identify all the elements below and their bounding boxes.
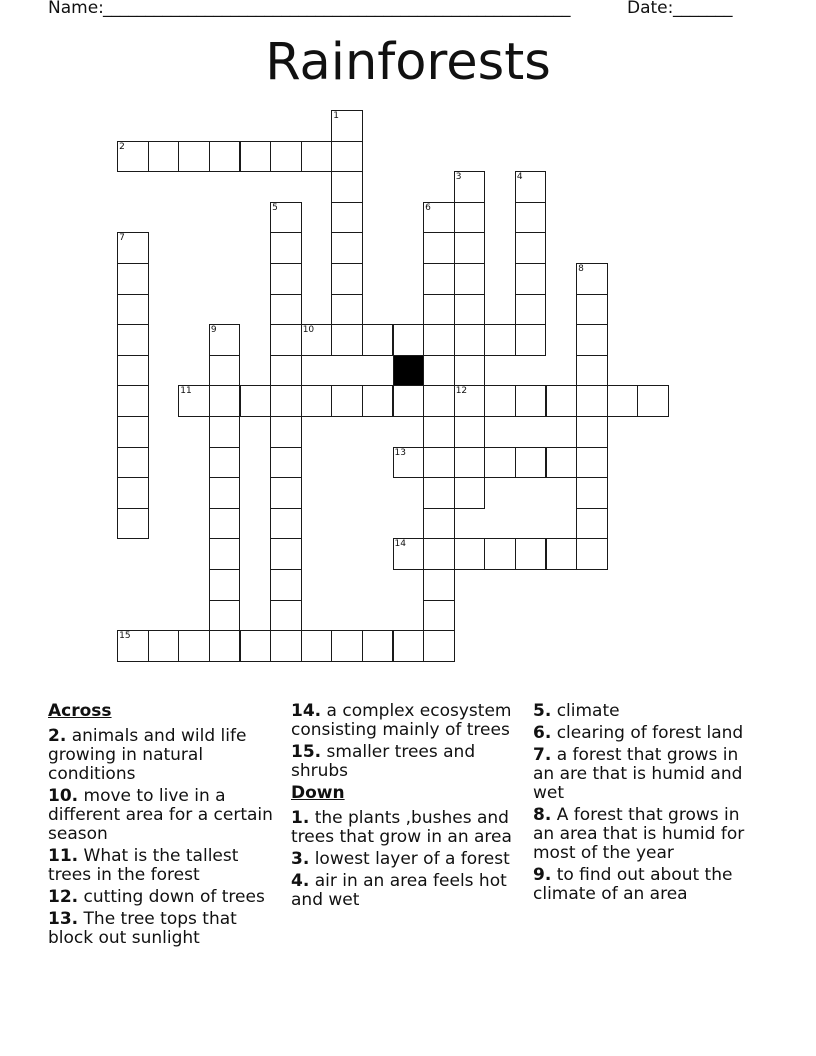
crossword-cell[interactable] [270,630,302,662]
clue-number: 9 [210,325,217,336]
crossword-cell[interactable] [209,600,241,632]
crossword-cell[interactable] [515,263,547,295]
crossword-cell[interactable] [546,538,578,570]
clue-number: 8 [578,264,584,274]
crossword-cell[interactable] [515,538,547,570]
crossword-cell[interactable] [454,232,486,264]
crossword-cell[interactable] [117,477,149,509]
crossword-cell[interactable] [178,385,210,417]
down-clue-8: 8. A forest that grows in an area that is humid for most of the year [533,805,745,863]
down-clue-5: 5. climate [533,701,620,721]
crossword-cell[interactable] [423,600,455,632]
crossword-cell[interactable] [270,324,302,356]
crossword-cell[interactable] [209,569,241,601]
crossword-cell[interactable] [270,508,302,540]
crossword-cell[interactable] [331,110,363,142]
clue-number: 5 [272,202,278,213]
crossword-cell[interactable] [423,385,455,417]
down-heading: Down [291,783,345,803]
crossword-cell[interactable] [576,416,608,448]
crossword-cell[interactable] [331,232,363,264]
crossword-cell[interactable] [331,171,363,203]
crossword-cell[interactable] [607,385,639,417]
crossword-cell[interactable] [576,324,608,356]
crossword-cell[interactable] [117,385,149,417]
crossword-cell[interactable] [393,630,425,662]
crossword-cell[interactable] [576,385,608,417]
page-title: Rainforests [265,33,551,92]
crossword-cell[interactable] [270,416,302,448]
crossword-cell[interactable] [270,355,302,387]
crossword-cell[interactable] [117,263,149,295]
crossword-cell[interactable] [393,447,425,479]
crossword-cell[interactable] [270,263,302,295]
crossword-cell[interactable] [301,141,333,173]
crossword-cell[interactable] [331,263,363,295]
crossword-cell[interactable] [270,294,302,326]
crossword-cell[interactable] [546,385,578,417]
crossword-cell[interactable] [454,538,486,570]
crossword-cell[interactable] [240,630,272,662]
crossword-cell[interactable] [117,630,149,662]
crossword-cell[interactable] [423,447,455,479]
crossword-cell[interactable] [240,141,272,173]
crossword-cell[interactable] [454,263,486,295]
crossword-cell[interactable] [209,477,241,509]
clue-number: 2 [119,141,125,152]
crossword-cell[interactable] [423,263,455,295]
crossword-cell[interactable] [576,477,608,509]
crossword-cell[interactable] [393,538,425,570]
clue-number: 1 [333,111,340,121]
crossword-cell[interactable] [546,447,578,479]
crossword-cell[interactable] [423,232,455,264]
crossword-cell[interactable] [454,447,486,479]
clue-number: 4 [516,172,523,183]
across-clue-10: 10. move to live in a different area for a certain season [48,786,273,844]
name-blank-line[interactable]: _______________________________________________________ [103,0,571,18]
crossword-cell[interactable] [515,447,547,479]
crossword-cell[interactable] [209,324,241,356]
crossword-cell[interactable] [301,385,333,417]
crossword-cell[interactable] [117,508,149,540]
crossword-cell[interactable] [331,141,363,173]
crossword-cell[interactable] [331,294,363,326]
crossword-cell[interactable] [454,324,486,356]
crossword-cell[interactable] [117,355,149,387]
crossword-cell[interactable] [331,630,363,662]
down-clue-6: 6. clearing of forest land [533,723,744,743]
clue-number: 11 [180,386,192,397]
crossword-cell[interactable] [331,202,363,234]
crossword-cell[interactable] [270,569,302,601]
crossword-cell[interactable] [576,447,608,479]
crossword-cell[interactable] [209,416,241,448]
across-clue-2: 2. animals and wild life growing in natural conditions [48,726,247,784]
crossword-cell[interactable] [270,232,302,264]
across-clue-15: 15. smaller trees and shrubs [291,742,476,781]
clue-column-2 [291,702,523,913]
across-clue-13: 13. The tree tops that block out sunlight [48,909,237,948]
crossword-cell[interactable] [270,141,302,173]
crossword-cell[interactable] [301,324,333,356]
crossword-cell[interactable] [454,385,486,417]
crossword-cell[interactable] [209,141,241,173]
across-clue-11: 11. What is the tallest trees in the forest [48,846,239,885]
clue-column-1 [48,702,284,951]
crossword-cell[interactable] [515,171,547,203]
crossword-cell[interactable] [637,385,669,417]
across-heading: Across [48,701,112,721]
crossword-cell[interactable] [117,447,149,479]
clue-number: 6 [425,202,431,213]
crossword-cell[interactable] [576,263,608,295]
crossword-cell[interactable] [423,416,455,448]
crossword-cell[interactable] [423,324,455,356]
down-clue-4: 4. air in an area feels hot and wet [291,871,507,910]
crossword-cell[interactable] [209,538,241,570]
crossword-cell[interactable] [178,141,210,173]
clue-number: 7 [119,233,125,244]
clue-number: 13 [394,447,406,458]
crossword-cell[interactable] [209,385,241,417]
crossword-cell[interactable] [362,630,394,662]
crossword-cell[interactable] [393,385,425,417]
name-label: Name: [48,0,104,18]
crossword-cell[interactable] [362,385,394,417]
crossword-cell[interactable] [515,202,547,234]
down-clue-3: 3. lowest layer of a forest [291,849,510,869]
crossword-cell[interactable] [270,447,302,479]
crossword-cell[interactable] [576,538,608,570]
crossword-cell[interactable] [515,294,547,326]
across-clue-12: 12. cutting down of trees [48,887,265,907]
crossword-cell[interactable] [240,385,272,417]
crossword-cell[interactable] [423,569,455,601]
down-clue-9: 9. to find out about the climate of an area [533,865,733,904]
crossword-cell[interactable] [423,355,455,387]
crossword-cell[interactable] [484,538,516,570]
crossword-cell[interactable] [270,385,302,417]
crossword-cell[interactable] [270,538,302,570]
crossword-cell[interactable] [301,630,333,662]
clue-number: 14 [394,539,406,550]
crossword-cell[interactable] [331,385,363,417]
crossword-cell[interactable] [484,447,516,479]
crossword-cell[interactable] [209,508,241,540]
crossword-cell[interactable] [148,630,180,662]
crossword-cell[interactable] [484,385,516,417]
crossword-cell[interactable] [423,508,455,540]
crossword-cell[interactable] [423,630,455,662]
crossword-cell[interactable] [270,202,302,234]
crossword-cell[interactable] [423,538,455,570]
date-blank-line[interactable]: _______ [673,0,733,18]
crossword-cell[interactable] [148,141,180,173]
crossword-cell[interactable] [117,324,149,356]
crossword-cell[interactable] [454,202,486,234]
crossword-cell[interactable] [454,477,486,509]
down-clue-1: 1. the plants ,bushes and trees that grow in an area [291,808,512,847]
crossword-cell[interactable] [270,477,302,509]
crossword-cell[interactable] [454,171,486,203]
date-label: Date: [627,0,674,18]
crossword-cell[interactable] [270,600,302,632]
crossword-cell[interactable] [484,324,516,356]
crossword-cell[interactable] [362,324,394,356]
across-clue-14: 14. a complex ecosystem consisting mainly of trees [291,701,512,740]
clue-column-3 [533,702,763,907]
crossword-cell[interactable] [515,232,547,264]
crossword-cell[interactable] [393,324,425,356]
crossword-cell[interactable] [117,416,149,448]
crossword-cell[interactable] [331,324,363,356]
crossword-cell[interactable] [515,324,547,356]
crossword-cell[interactable] [117,294,149,326]
clue-number: 12 [455,386,468,397]
crossword-cell[interactable] [576,508,608,540]
down-clue-7: 7. a forest that grows in an are that is humid and wet [533,745,743,803]
clue-number: 3 [455,172,462,183]
crossword-cell[interactable] [454,416,486,448]
clue-number: 15 [119,631,131,642]
crossword-cell[interactable] [423,294,455,326]
crossword-cell[interactable] [576,294,608,326]
crossword-cell[interactable] [454,355,486,387]
crossword-cell[interactable] [423,477,455,509]
crossword-cell[interactable] [178,630,210,662]
crossword-cell[interactable] [117,232,149,264]
crossword-cell[interactable] [209,355,241,387]
crossword-cell[interactable] [576,355,608,387]
clue-number: 10 [302,325,315,336]
crossword-cell[interactable] [423,202,455,234]
crossword-cell[interactable] [209,447,241,479]
black-cell [393,355,425,387]
crossword-cell[interactable] [117,141,149,173]
crossword-cell[interactable] [515,385,547,417]
crossword-cell[interactable] [454,294,486,326]
crossword-cell[interactable] [209,630,241,662]
